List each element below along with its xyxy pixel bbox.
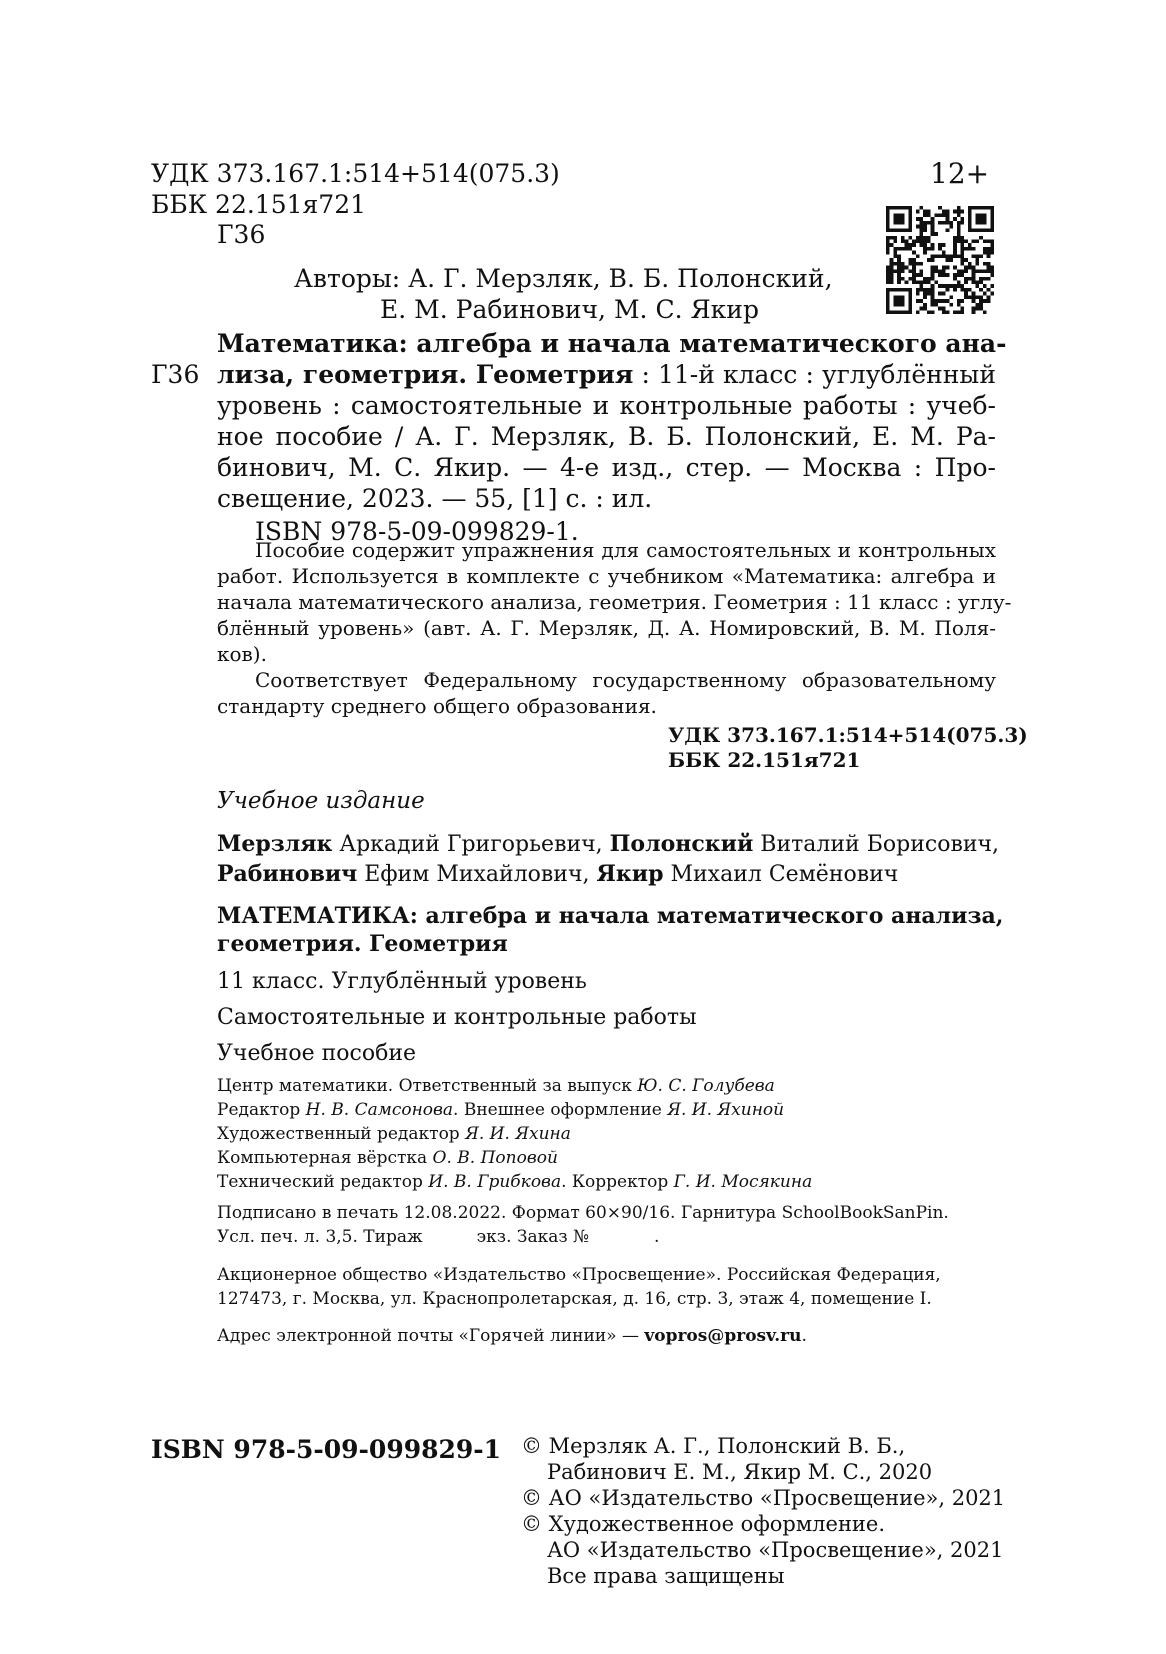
annotation-line-5: ков). <box>217 642 267 666</box>
credit-line-2: Редактор Н. В. Самсонова. Внешнее оформление Я. И. Яхиной <box>217 1100 785 1120</box>
authors-line-2: Е. М. Рабинович, М. С. Якир <box>380 295 759 324</box>
copyright-line-6: Все права защищены <box>547 1564 785 1588</box>
description-line-1: Математика: алгебра и начала математического ана- <box>217 329 1007 358</box>
copyright-line-4: © Художественное оформление. <box>521 1512 886 1536</box>
annotation-line-4: блённый уровень» (авт. А. Г. Мерзляк, Д. А. Номировский, В. М. Поля- <box>217 616 996 640</box>
publisher-line-1: Акционерное общество «Издательство «Просвещение». Российская Федерация, <box>217 1265 941 1285</box>
isbn-line: ISBN 978-5-09-099829-1. <box>255 517 579 546</box>
hotline-email: Адрес электронной почты «Горячей линии» — vopros@prosv.ru. <box>217 1326 807 1346</box>
annotation-line-3: начала математического анализа, геометрия. Геометрия : 11 класс : углу- <box>217 590 1012 614</box>
credit-line-1: Центр математики. Ответственный за выпуск Ю. С. Голубева <box>217 1076 775 1096</box>
bbk-code: ББК 22.151я721 <box>151 190 367 219</box>
bbk-bold: ББК 22.151я721 <box>668 748 861 772</box>
description-line-4: ное пособие / А. Г. Мерзляк, В. Б. Полонский, Е. М. Ра- <box>217 422 996 451</box>
authors-full-line-2: Рабинович Ефим Михайлович, Якир Михаил Семёнович <box>217 861 899 887</box>
copyright-line-2: Рабинович Е. М., Якир М. С., 2020 <box>547 1460 933 1484</box>
authors-line-1: Авторы: А. Г. Мерзляк, В. Б. Полонский, <box>294 264 833 293</box>
title-line-1: МАТЕМАТИКА: алгебра и начала математического анализа, <box>217 903 1004 929</box>
copyright-line-5: АО «Издательство «Просвещение», 2021 <box>547 1538 1004 1562</box>
age-rating: 12+ <box>930 157 990 190</box>
credit-line-4: Компьютерная вёрстка О. В. Поповой <box>217 1148 558 1168</box>
description-mark: Г36 <box>151 360 200 389</box>
annotation-line-1: Пособие содержит упражнения для самостоятельных и контрольных <box>255 538 996 562</box>
copyright-line-3: © АО «Издательство «Просвещение», 2021 <box>521 1486 1006 1510</box>
annotation-line-6: Соответствует Федеральному государственному образовательному <box>255 668 996 692</box>
description-line-5: бинович, М. С. Якир. — 4-е изд., стер. — Москва : Про- <box>217 453 996 482</box>
authors-full-line-1: Мерзляк Аркадий Григорьевич, Полонский Виталий Борисович, <box>217 831 1000 857</box>
author-mark: Г36 <box>217 220 266 249</box>
credit-line-5: Технический редактор И. В. Грибкова. Корректор Г. И. Мосякина <box>217 1172 813 1192</box>
annotation-line-7: стандарту среднего общего образования. <box>217 694 657 718</box>
manual-type: Учебное пособие <box>217 1041 417 1066</box>
annotation-line-2: работ. Используется в комплекте с учебником «Математика: алгебра и <box>217 564 996 588</box>
edition-type: Учебное издание <box>217 788 425 814</box>
grade-level: 11 класс. Углублённый уровень <box>217 969 587 994</box>
description-line-6: свещение, 2023. — 55, [1] с. : ил. <box>217 484 653 513</box>
copyright-line-1: © Мерзляк А. Г., Полонский В. Б., <box>521 1434 906 1458</box>
work-type: Самостоятельные и контрольные работы <box>217 1005 697 1030</box>
title-line-2: геометрия. Геометрия <box>217 931 508 957</box>
udk-code: УДК 373.167.1:514+514(075.3) <box>151 159 560 188</box>
description-line-2: лиза, геометрия. Геометрия : 11-й класс : углублённый <box>217 360 996 389</box>
publisher-line-2: 127473, г. Москва, ул. Краснопролетарская, д. 16, стр. 3, этаж 4, помещение I. <box>217 1289 932 1309</box>
description-line-3: уровень : самостоятельные и контрольные работы : учеб- <box>217 391 996 420</box>
print-info-line-1: Подписано в печать 12.08.2022. Формат 60×90/16. Гарнитура SchoolBookSanPin. <box>217 1203 949 1223</box>
isbn-bottom: ISBN 978-5-09-099829-1 <box>151 1435 502 1464</box>
print-info-line-2: Усл. печ. л. 3,5. Тираж экз. Заказ № . <box>217 1227 660 1247</box>
qr-code <box>886 206 994 314</box>
udk-bold: УДК 373.167.1:514+514(075.3) <box>668 723 1028 747</box>
email-address: vopros@prosv.ru <box>644 1326 802 1346</box>
credit-line-3: Художественный редактор Я. И. Яхина <box>217 1124 571 1144</box>
